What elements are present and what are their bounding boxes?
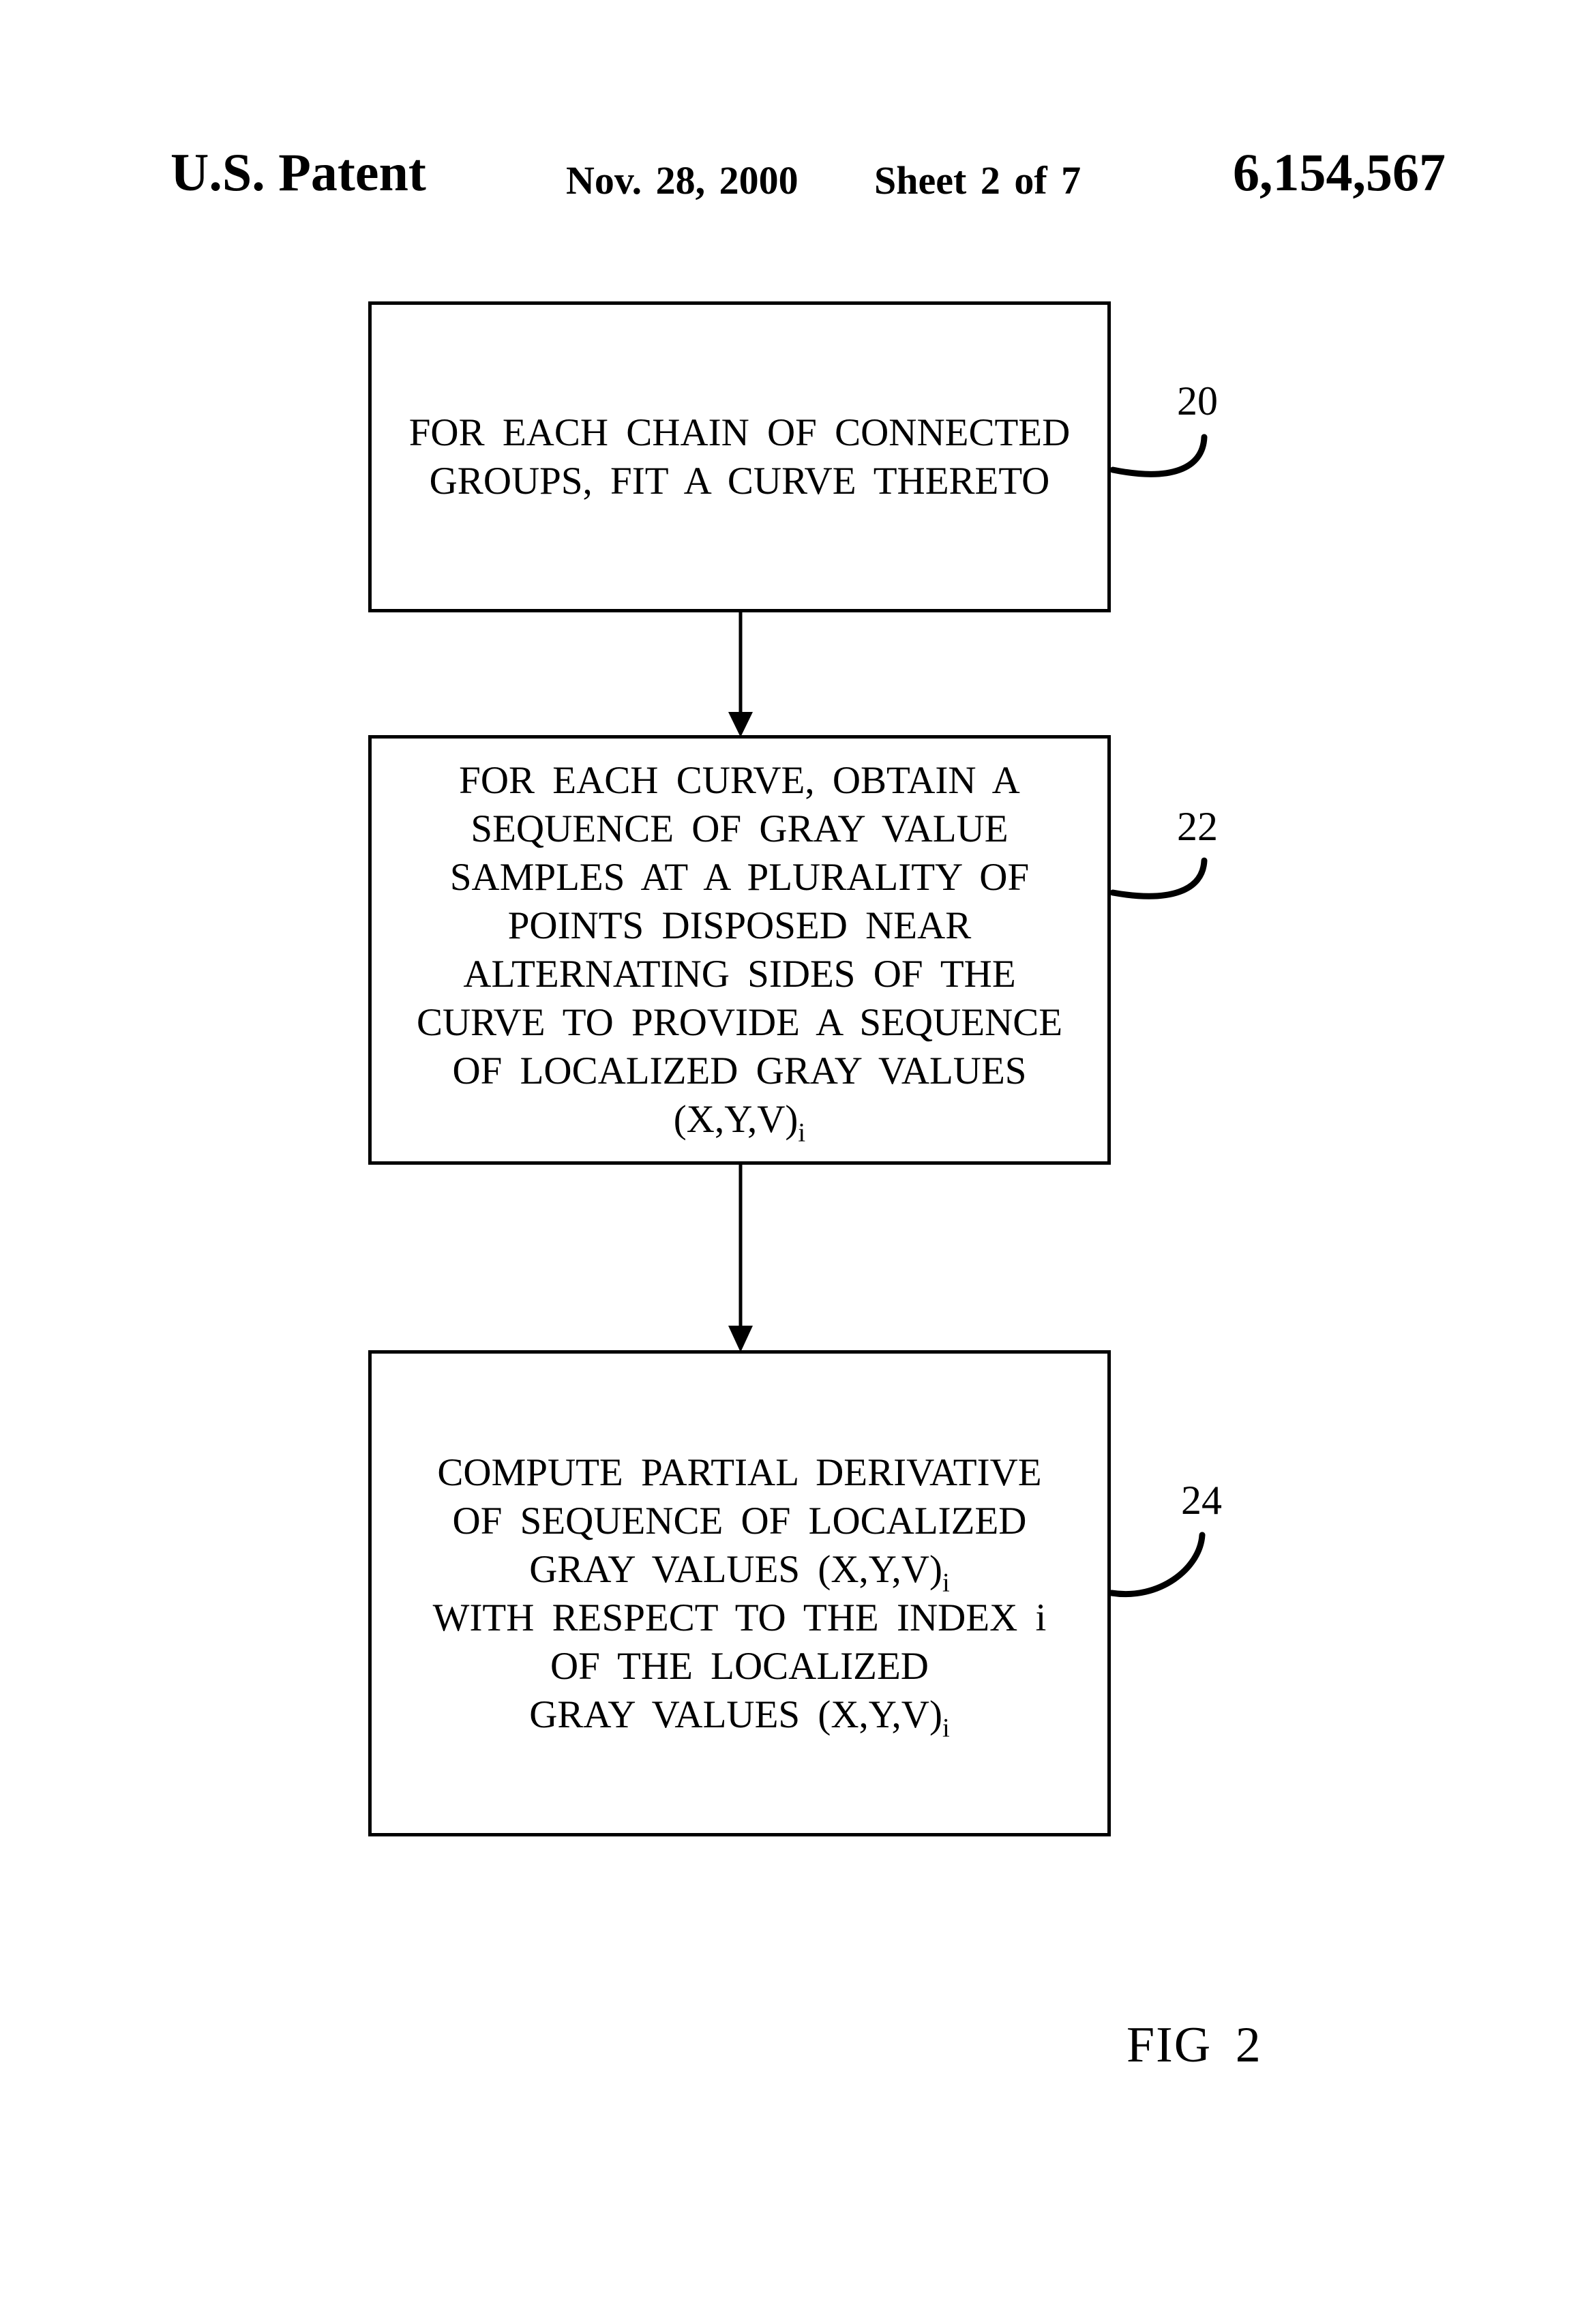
flowchart-step-22-text: FOR EACH CURVE, OBTAIN A SEQUENCE OF GRAY VALUE SAMPLES AT A PLURALITY OF POINTS DISPOSED NEAR ALTERNATING SIDES OF THE CURVE TO PROVIDE A SEQUENCE OF LOCALIZED GRAY VALUES $(X,Y,V)_i$ xyxy=(416,759,1063,1148)
ref-label-20: 20 xyxy=(1177,378,1218,423)
flowchart-step-22-box xyxy=(368,735,1111,1165)
arrow-head-step20-to-step22 xyxy=(728,712,753,737)
ref-label-22: 22 xyxy=(1177,804,1218,849)
figure-caption: FIG 2 xyxy=(1126,2017,1262,2073)
patent-header-date: Nov. 28, 2000 xyxy=(566,158,799,203)
arrow-head-step22-to-step24 xyxy=(728,1326,753,1352)
patent-header-title: U.S. Patent xyxy=(170,143,426,202)
flowchart-step-20-text: FOR EACH CHAIN OF CONNECTED GROUPS, FIT A CURVE THERETO xyxy=(408,411,1071,503)
ref-leader-curve-20 xyxy=(1113,437,1204,474)
flowchart-step-20-box xyxy=(368,301,1111,612)
patent-header-patent-number: 6,154,567 xyxy=(1233,143,1446,202)
ref-leader-curve-24 xyxy=(1111,1535,1202,1594)
ref-leader-curve-22 xyxy=(1113,861,1204,896)
ref-label-24: 24 xyxy=(1181,1478,1222,1523)
flowchart-step-24-text: COMPUTE PARTIAL DERIVATIVE OF SEQUENCE OF LOCALIZED GRAY VALUES $(X,Y,V)_i$ WITH RESPECT TO THE INDEX i OF THE LOCALIZED GRAY VALUES $(X,Y,V)_i$ xyxy=(432,1450,1047,1743)
flowchart-step-24-box xyxy=(368,1350,1111,1836)
patent-header-sheet-number: Sheet 2 of 7 xyxy=(874,158,1081,203)
